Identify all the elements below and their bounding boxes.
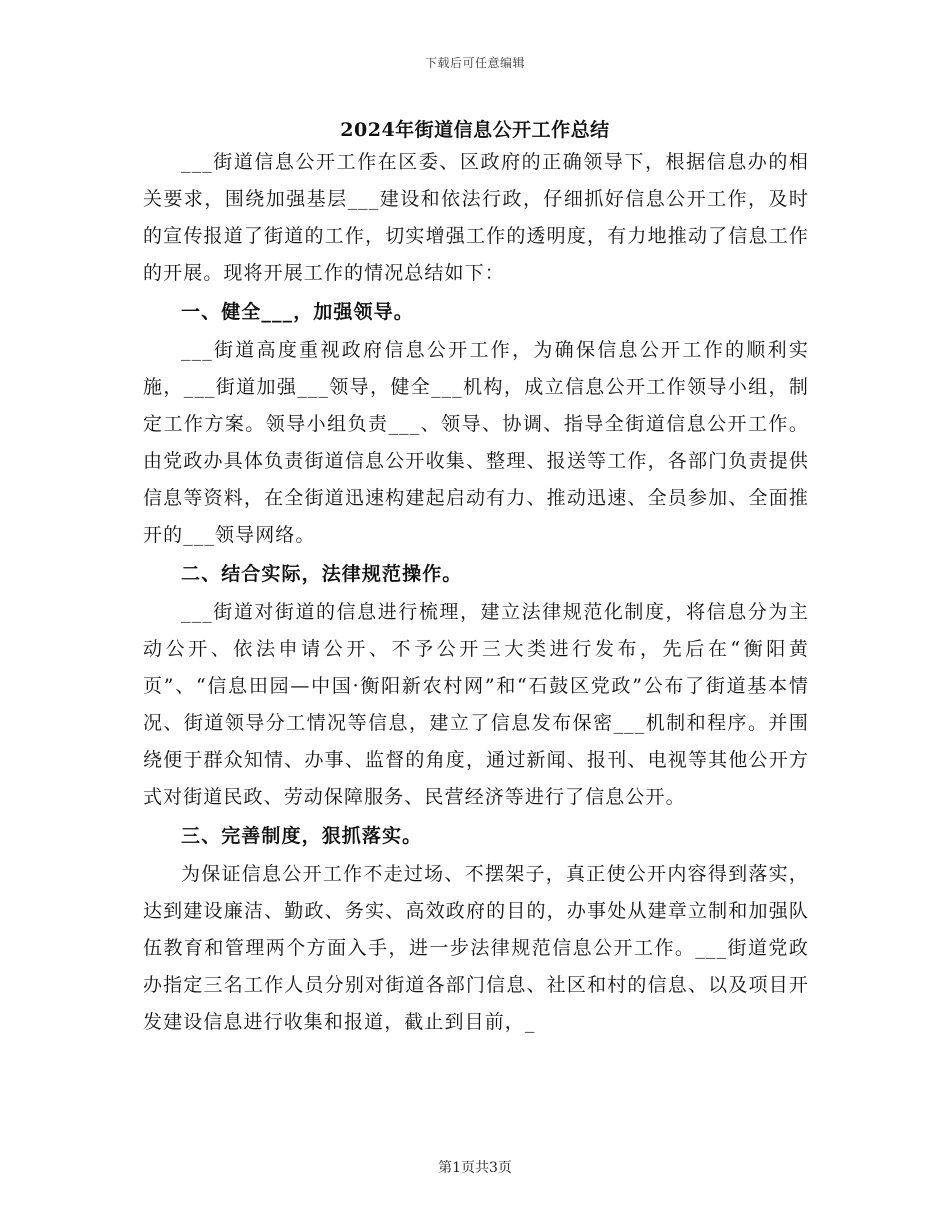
section-paragraph-2: ___街道对街道的信息进行梳理，建立法律规范化制度，将信息分为主动公开、依法申请公开、不予公开三大类进行发布，先后在“衡阳黄页”、“信息田园—中国·衡阳新农村网”和“石鼓区党政”公布了街道基本情况、街道领导分工情况等信息，建立了信息发布保密___机制和程序。并围绕便于群众知情、办事、监督的角度，通过新闻、报刊、电视等其他公开方式对街道民政、劳动保障服务、民营经济等进行了信息公开。 — [143, 601, 809, 808]
page-header-note: 下载后可任意编辑 — [424, 56, 525, 70]
section-paragraph-3: 为保证信息公开工作不走过场、不摆架子，真正使公开内容得到落实，达到建设廉洁、勤政、务实、高效政府的目的，办事处从建章立制和加强队伍教育和管理两个方面入手，进一步法律规范信息公开工作。___街道党政办指定三名工作人员分别对街道各部门信息、社区和村的信息、以及项目开发建设信息进行收集和报道，截止到目前，_ — [143, 863, 809, 1033]
document-body — [143, 144, 809, 1041]
section-heading-3: 三、完善制度，狠抓落实。 — [181, 825, 423, 847]
intro-paragraph: ___街道信息公开工作在区委、区政府的正确领导下，根据信息办的相关要求，围绕加强基层___建设和依法行政，仔细抓好信息公开工作，及时的宣传报道了街道的工作，切实增强工作的透明度，有力地推动了信息工作的开展。现将开展工作的情况总结如下： — [143, 151, 809, 284]
section-paragraph-1: ___街道高度重视政府信息公开工作，为确保信息公开工作的顺利实施，___街道加强___领导，健全___机构，成立信息公开工作领导小组，制定工作方案。领导小组负责___、领导、协调、指导全街道信息公开工作。由党政办具体负责街道信息公开收集、整理、报送等工作，各部门负责提供信息等资料，在全街道迅速构建起启动有力、推动迅速、全员参加、全面推开的___领导网络。 — [143, 339, 809, 546]
section-heading-2: 二、结合实际，法律规范操作。 — [181, 563, 463, 585]
page-number-footer: 第1页共3页 — [438, 1160, 512, 1176]
section-heading-1: 一、健全___，加强领导。 — [181, 301, 414, 323]
document-title: 2024年街道信息公开工作总结 — [340, 119, 610, 141]
